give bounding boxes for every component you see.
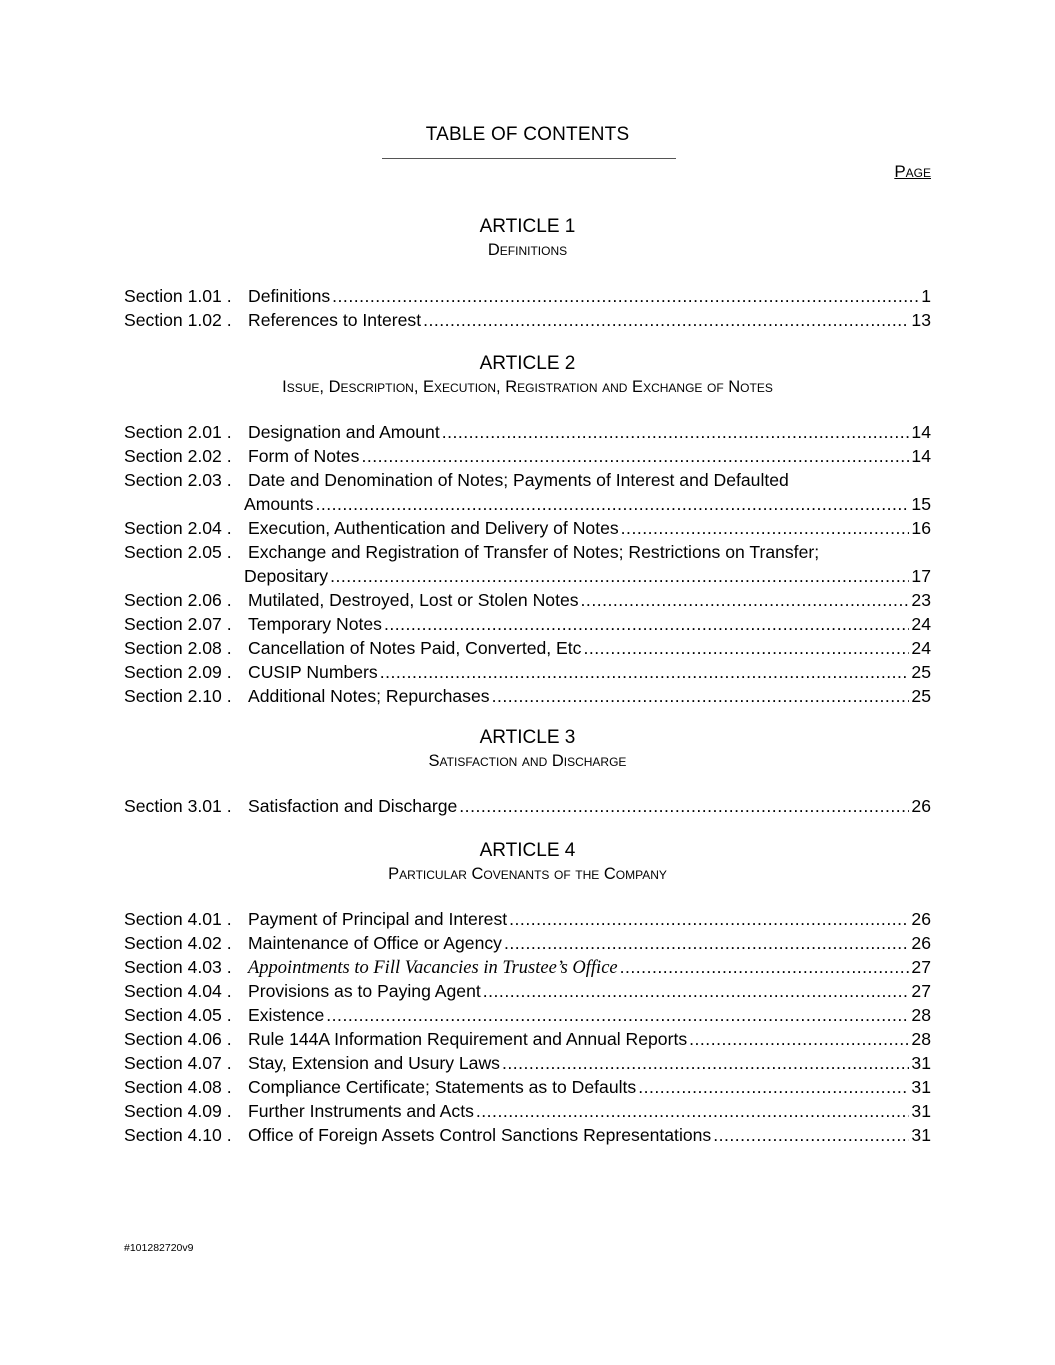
section-number: Section 2.08 . — [124, 638, 232, 658]
section-list — [124, 284, 931, 332]
toc-entry[interactable] — [124, 794, 931, 818]
section-title: Payment of Principal and Interest — [248, 909, 508, 929]
page-number: 31 — [911, 1077, 931, 1097]
section-title: Cancellation of Notes Paid, Converted, Etc — [248, 638, 582, 658]
dot-leader — [330, 564, 909, 588]
page-title: TABLE OF CONTENTS — [425, 124, 630, 145]
section-number: Section 2.07 . — [124, 614, 232, 634]
toc-entry-continuation[interactable] — [124, 564, 931, 588]
page-number: 26 — [911, 796, 931, 816]
section-list — [124, 794, 931, 818]
toc-entry[interactable] — [124, 1099, 931, 1123]
page-number: 17 — [911, 566, 931, 586]
toc-entry[interactable] — [124, 1027, 931, 1051]
page-number: 16 — [911, 518, 931, 538]
dot-leader — [502, 1051, 909, 1075]
section-list — [124, 420, 931, 708]
toc-entry[interactable] — [124, 1123, 931, 1147]
toc-entry[interactable] — [124, 907, 931, 931]
article-name: Satisfaction and Discharge — [428, 752, 627, 770]
section-number: Section 4.02 . — [124, 933, 232, 953]
section-title: Temporary Notes — [248, 614, 382, 634]
article-number: ARTICLE 1 — [479, 216, 576, 237]
section-title: Satisfaction and Discharge — [248, 796, 458, 816]
toc-entry[interactable] — [124, 444, 931, 468]
article-number: ARTICLE 2 — [479, 353, 576, 374]
dot-leader — [713, 1123, 909, 1147]
page-number: 26 — [911, 909, 931, 929]
page-number: 24 — [911, 614, 931, 634]
page-number: 25 — [911, 686, 931, 706]
dot-leader — [492, 684, 910, 708]
section-number: Section 3.01 . — [124, 796, 232, 816]
section-number: Section 2.09 . — [124, 662, 232, 682]
section-title: CUSIP Numbers — [248, 662, 378, 682]
section-title: Stay, Extension and Usury Laws — [248, 1053, 500, 1073]
dot-leader — [332, 284, 919, 308]
article-name: Issue, Description, Execution, Registration and Exchange of Notes — [282, 378, 773, 396]
page-number: 14 — [911, 446, 931, 466]
section-list — [124, 907, 931, 1147]
section-number: Section 4.03 . — [124, 957, 232, 977]
toc-entry[interactable] — [124, 468, 931, 492]
toc-entry[interactable] — [124, 979, 931, 1003]
section-title: Designation and Amount — [248, 422, 440, 442]
dot-leader — [423, 308, 909, 332]
dot-leader — [476, 1099, 910, 1123]
section-title: Date and Denomination of Notes; Payments of Interest and Defaulted — [248, 470, 789, 490]
page-number: 25 — [911, 662, 931, 682]
dot-leader — [442, 420, 910, 444]
section-title: Appointments to Fill Vacancies in Trustee’s Office — [248, 958, 618, 978]
section-number: Section 4.06 . — [124, 1029, 232, 1049]
toc-entry[interactable] — [124, 1003, 931, 1027]
section-title: Further Instruments and Acts — [248, 1101, 474, 1121]
section-number: Section 4.01 . — [124, 909, 232, 929]
page-number: 26 — [911, 933, 931, 953]
section-number: Section 2.05 . — [124, 542, 232, 562]
section-title: Office of Foreign Assets Control Sanctions Representations — [248, 1125, 712, 1145]
toc-entry[interactable] — [124, 588, 931, 612]
section-number: Section 4.04 . — [124, 981, 232, 1001]
title-underline — [382, 158, 676, 159]
section-title: Compliance Certificate; Statements as to Defaults — [248, 1077, 637, 1097]
section-title: Depositary — [244, 566, 329, 586]
dot-leader — [583, 636, 909, 660]
section-number: Section 4.10 . — [124, 1125, 232, 1145]
section-number: Section 4.07 . — [124, 1053, 232, 1073]
dot-leader — [620, 955, 910, 979]
toc-entry[interactable] — [124, 684, 931, 708]
toc-entry[interactable] — [124, 516, 931, 540]
article-heading — [0, 726, 1055, 772]
page-number: 31 — [911, 1053, 931, 1073]
article-name: Definitions — [487, 241, 568, 259]
toc-entry[interactable] — [124, 308, 931, 332]
toc-entry-continuation[interactable] — [124, 492, 931, 516]
toc-entry[interactable] — [124, 1075, 931, 1099]
page-number: 13 — [911, 310, 931, 330]
page-number: 1 — [921, 286, 931, 306]
section-title: Amounts — [244, 494, 314, 514]
dot-leader — [459, 794, 909, 818]
dot-leader — [689, 1027, 909, 1051]
section-number: Section 4.08 . — [124, 1077, 232, 1097]
toc-entry[interactable] — [124, 660, 931, 684]
page-number: 24 — [911, 638, 931, 658]
dot-leader — [581, 588, 910, 612]
section-title: Maintenance of Office or Agency — [248, 933, 502, 953]
page-number: 27 — [911, 981, 931, 1001]
toc-entry[interactable] — [124, 931, 931, 955]
section-title: Additional Notes; Repurchases — [248, 686, 490, 706]
section-number: Section 4.09 . — [124, 1101, 232, 1121]
section-title: Form of Notes — [248, 446, 360, 466]
section-number: Section 2.06 . — [124, 590, 232, 610]
toc-entry[interactable] — [124, 612, 931, 636]
section-number: Section 2.04 . — [124, 518, 232, 538]
page-number: 15 — [911, 494, 931, 514]
article-number: ARTICLE 4 — [479, 840, 576, 861]
section-title: Existence — [248, 1005, 325, 1025]
section-title: Exchange and Registration of Transfer of Notes; Restrictions on Transfer; — [248, 542, 820, 562]
dot-leader — [504, 931, 909, 955]
toc-entry[interactable] — [124, 1051, 931, 1075]
section-title: References to Interest — [248, 310, 422, 330]
dot-leader — [384, 612, 909, 636]
section-title: Provisions as to Paying Agent — [248, 981, 481, 1001]
section-number: Section 2.01 . — [124, 422, 232, 442]
page-number: 28 — [911, 1029, 931, 1049]
section-number: Section 1.02 . — [124, 310, 232, 330]
section-title: Definitions — [248, 286, 331, 306]
page-number: 23 — [911, 590, 931, 610]
article-heading — [0, 352, 1055, 398]
dot-leader — [326, 1003, 909, 1027]
section-number: Section 4.05 . — [124, 1005, 232, 1025]
dot-leader — [483, 979, 910, 1003]
section-title: Execution, Authentication and Delivery of Notes — [248, 518, 619, 538]
page-number: 31 — [911, 1101, 931, 1121]
toc-entry[interactable] — [124, 284, 931, 308]
page-column-label: Page — [894, 162, 931, 181]
toc-entry[interactable] — [124, 955, 931, 979]
article-number: ARTICLE 3 — [479, 727, 576, 748]
toc-entry[interactable] — [124, 636, 931, 660]
section-number: Section 1.01 . — [124, 286, 232, 306]
section-title: Mutilated, Destroyed, Lost or Stolen Notes — [248, 590, 579, 610]
document-id: #101282720v9 — [124, 1242, 194, 1254]
section-number: Section 2.10 . — [124, 686, 232, 706]
page-number: 27 — [911, 957, 931, 977]
section-number: Section 2.02 . — [124, 446, 232, 466]
dot-leader — [361, 444, 909, 468]
dot-leader — [638, 1075, 909, 1099]
page-number: 28 — [911, 1005, 931, 1025]
page-number: 31 — [911, 1125, 931, 1145]
toc-entry[interactable] — [124, 540, 931, 564]
article-heading — [0, 215, 1055, 261]
dot-leader — [509, 907, 909, 931]
page-number: 14 — [911, 422, 931, 442]
article-name: Particular Covenants of the Company — [388, 865, 667, 883]
dot-leader — [621, 516, 910, 540]
toc-entry[interactable] — [124, 420, 931, 444]
section-title: Rule 144A Information Requirement and Annual Reports — [248, 1029, 688, 1049]
dot-leader — [315, 492, 909, 516]
article-heading — [0, 839, 1055, 885]
dot-leader — [380, 660, 910, 684]
section-number: Section 2.03 . — [124, 470, 232, 490]
